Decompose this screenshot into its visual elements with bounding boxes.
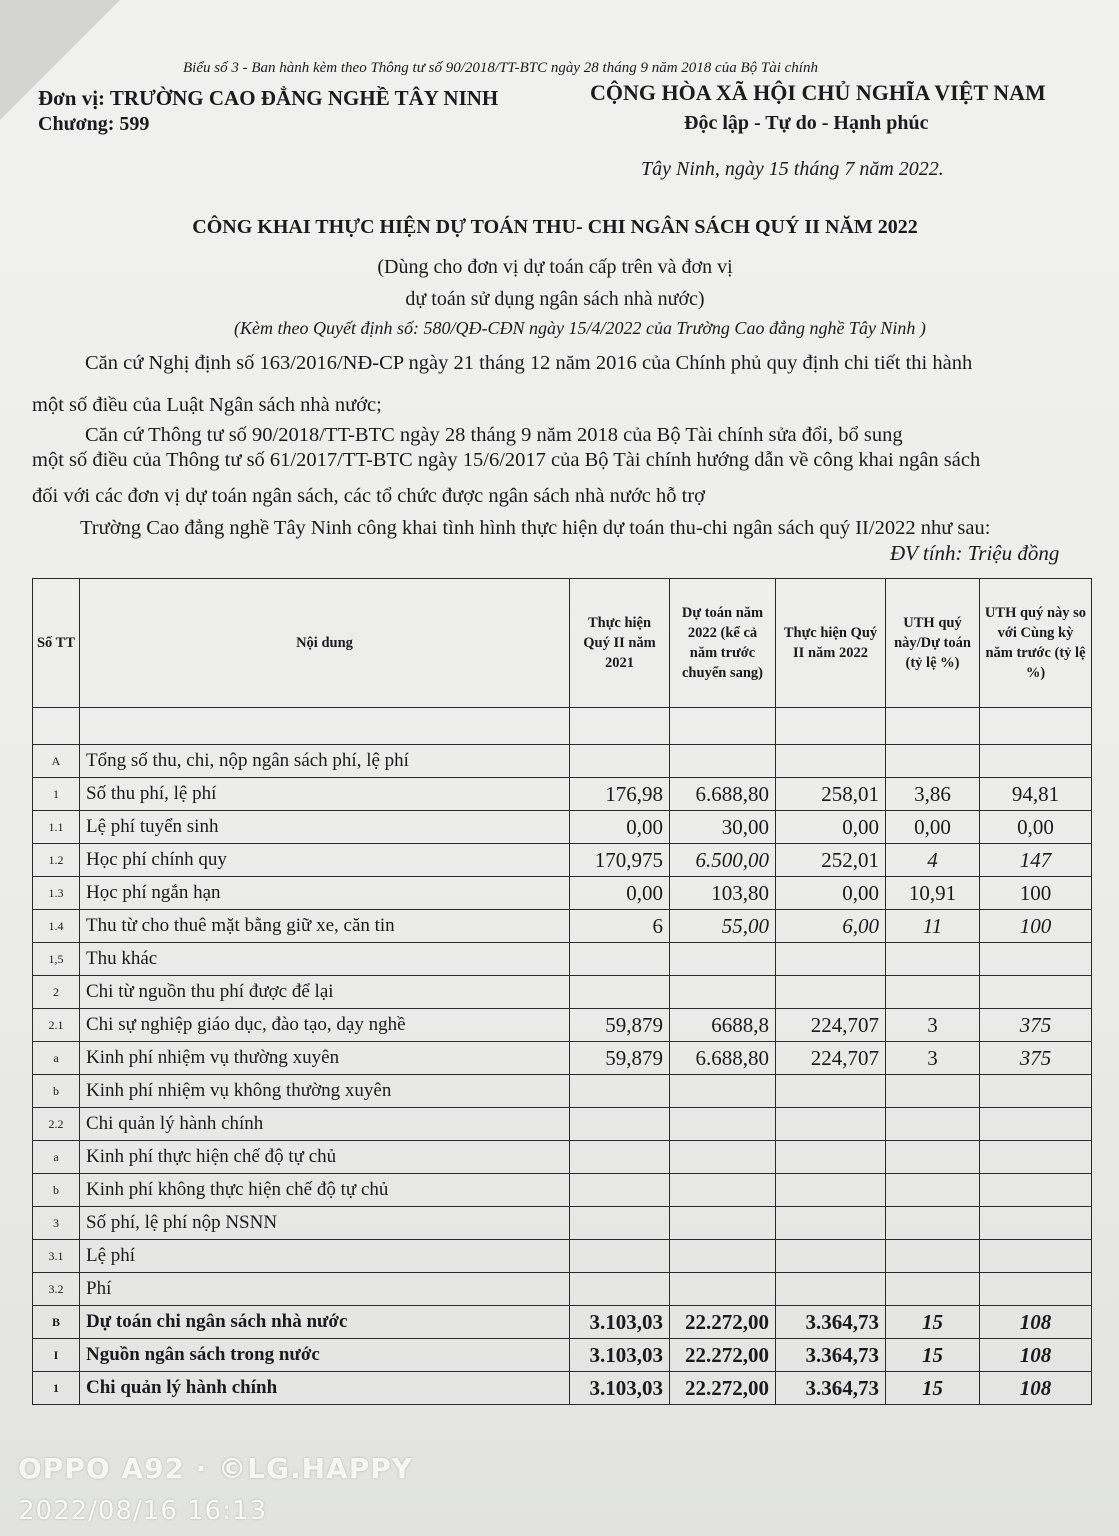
row-value-c4: 3 [886, 1009, 980, 1042]
photo-timestamp: 2022/08/16 16:13 [18, 1496, 268, 1526]
basis-paragraph-2-cont2: đối với các đơn vị dự toán ngân sách, các tổ chức được ngân sách nhà nước hỗ trợ [32, 485, 706, 507]
table-row [33, 1306, 1092, 1339]
row-value-c4: 10,91 [886, 877, 980, 910]
row-value-c3 [776, 976, 886, 1009]
row-value-c1: 3.103,03 [570, 1306, 670, 1339]
row-value-c4 [886, 1240, 980, 1273]
row-number: 1 [33, 778, 80, 811]
row-number: 2.2 [33, 1108, 80, 1141]
blank-cell [776, 708, 886, 745]
row-value-c5 [980, 943, 1092, 976]
row-value-c3 [776, 1174, 886, 1207]
row-value-c4: 3 [886, 1042, 980, 1075]
row-value-c1: 176,98 [570, 778, 670, 811]
row-value-c3: 3.364,73 [776, 1306, 886, 1339]
row-value-c3 [776, 745, 886, 778]
row-value-c3: 224,707 [776, 1009, 886, 1042]
row-value-c1 [570, 1141, 670, 1174]
row-content: Học phí ngắn hạn [80, 877, 570, 910]
table-row [33, 976, 1092, 1009]
row-value-c4: 15 [886, 1372, 980, 1405]
form-note: Biểu số 3 - Ban hành kèm theo Thông tư số 90/2018/TT-BTC ngày 28 tháng 9 năm 2018 của Bộ Tài chính [183, 60, 818, 76]
row-value-c5 [980, 1174, 1092, 1207]
row-content: Kinh phí không thực hiện chế độ tự chủ [80, 1174, 570, 1207]
row-value-c1: 59,879 [570, 1009, 670, 1042]
row-value-c2: 22.272,00 [670, 1306, 776, 1339]
row-value-c1 [570, 976, 670, 1009]
row-number: 1,5 [33, 943, 80, 976]
row-value-c5 [980, 1207, 1092, 1240]
row-value-c2: 6.500,00 [670, 844, 776, 877]
row-value-c1 [570, 1273, 670, 1306]
row-value-c4 [886, 1108, 980, 1141]
table-row [33, 811, 1092, 844]
row-content: Thu khác [80, 943, 570, 976]
document-date: Tây Ninh, ngày 15 tháng 7 năm 2022. [641, 158, 944, 180]
blank-row [33, 708, 1092, 745]
header-actual-q2-2021: Thực hiện Quý II năm 2021 [570, 579, 670, 708]
row-number: b [33, 1075, 80, 1108]
row-value-c4 [886, 1273, 980, 1306]
row-value-c2: 22.272,00 [670, 1372, 776, 1405]
row-number: 2 [33, 976, 80, 1009]
row-number: 2.1 [33, 1009, 80, 1042]
table-row [33, 1339, 1092, 1372]
row-value-c1: 170,975 [570, 844, 670, 877]
row-value-c3: 3.364,73 [776, 1339, 886, 1372]
subtitle-line-2: dự toán sử dụng ngân sách nhà nước) [405, 288, 705, 310]
row-value-c5 [980, 1075, 1092, 1108]
row-value-c3: 224,707 [776, 1042, 886, 1075]
table-header-row [33, 579, 1092, 708]
row-number: a [33, 1042, 80, 1075]
row-number: b [33, 1174, 80, 1207]
row-value-c5: 375 [980, 1042, 1092, 1075]
row-value-c5: 108 [980, 1339, 1092, 1372]
row-number: 1.4 [33, 910, 80, 943]
row-value-c3: 252,01 [776, 844, 886, 877]
row-value-c5: 100 [980, 910, 1092, 943]
row-value-c1 [570, 1108, 670, 1141]
row-content: Chi từ nguồn thu phí được để lại [80, 976, 570, 1009]
header-ratio-last-year: UTH quý này so với Cùng kỳ năm trước (tỷ lệ %) [980, 579, 1092, 708]
basis-paragraph-2: Căn cứ Thông tư số 90/2018/TT-BTC ngày 28 tháng 9 năm 2018 của Bộ Tài chính sửa đổi, bổ sung [85, 424, 903, 446]
subtitle-line-1: (Dùng cho đơn vị dự toán cấp trên và đơn vị [377, 256, 733, 278]
camera-watermark: OPPO A92 · ©LG.HAPPY [18, 1452, 414, 1485]
national-motto: Độc lập - Tự do - Hạnh phúc [684, 112, 929, 134]
row-content: Học phí chính quy [80, 844, 570, 877]
table-row [33, 1174, 1092, 1207]
row-value-c2 [670, 943, 776, 976]
table-row [33, 844, 1092, 877]
row-value-c5 [980, 1141, 1092, 1174]
row-number: B [33, 1306, 80, 1339]
row-value-c4: 15 [886, 1306, 980, 1339]
row-number: 1.3 [33, 877, 80, 910]
table-row [33, 1273, 1092, 1306]
row-value-c1: 3.103,03 [570, 1372, 670, 1405]
chapter-number: Chương: 599 [38, 113, 150, 135]
row-value-c5 [980, 1108, 1092, 1141]
row-content: Chi quản lý hành chính [80, 1372, 570, 1405]
row-value-c5 [980, 976, 1092, 1009]
unit-name: Đơn vị: TRƯỜNG CAO ĐẲNG NGHỀ TÂY NINH [38, 86, 499, 110]
row-value-c1 [570, 1174, 670, 1207]
row-number: 3.1 [33, 1240, 80, 1273]
row-content: Tổng số thu, chi, nộp ngân sách phí, lệ phí [80, 745, 570, 778]
row-number: 3.2 [33, 1273, 80, 1306]
row-value-c5: 108 [980, 1306, 1092, 1339]
header-stt: Số TT [33, 579, 80, 708]
row-value-c2 [670, 976, 776, 1009]
row-content: Dự toán chi ngân sách nhà nước [80, 1306, 570, 1339]
row-value-c4: 0,00 [886, 811, 980, 844]
row-value-c4 [886, 976, 980, 1009]
row-value-c5: 147 [980, 844, 1092, 877]
row-value-c1 [570, 1207, 670, 1240]
row-value-c2 [670, 1141, 776, 1174]
row-value-c3: 0,00 [776, 811, 886, 844]
header-estimate-2022: Dự toán năm 2022 (kể cả năm trước chuyển sang) [670, 579, 776, 708]
row-value-c2: 6.688,80 [670, 1042, 776, 1075]
table-row [33, 1108, 1092, 1141]
row-content: Lệ phí tuyển sinh [80, 811, 570, 844]
table-row [33, 910, 1092, 943]
row-content: Kinh phí thực hiện chế độ tự chủ [80, 1141, 570, 1174]
row-value-c2: 30,00 [670, 811, 776, 844]
row-value-c2: 55,00 [670, 910, 776, 943]
row-value-c2 [670, 1174, 776, 1207]
row-value-c5: 94,81 [980, 778, 1092, 811]
row-content: Nguồn ngân sách trong nước [80, 1339, 570, 1372]
unit-note: ĐV tính: Triệu đồng [890, 541, 1060, 565]
row-content: Số thu phí, lệ phí [80, 778, 570, 811]
header-actual-q2-2022: Thực hiện Quý II năm 2022 [776, 579, 886, 708]
table-row [33, 1009, 1092, 1042]
blank-cell [886, 708, 980, 745]
row-content: Thu từ cho thuê mặt bằng giữ xe, căn tin [80, 910, 570, 943]
row-value-c2: 103,80 [670, 877, 776, 910]
budget-table [32, 578, 1092, 1405]
row-value-c1 [570, 1075, 670, 1108]
row-value-c1: 3.103,03 [570, 1339, 670, 1372]
basis-paragraph-2-cont: một số điều của Thông tư số 61/2017/TT-BTC ngày 15/6/2017 của Bộ Tài chính hướng dẫn về công khai ngân sách [32, 449, 981, 471]
row-content: Kinh phí nhiệm vụ không thường xuyên [80, 1075, 570, 1108]
row-value-c4: 15 [886, 1339, 980, 1372]
row-value-c4 [886, 745, 980, 778]
row-number: A [33, 745, 80, 778]
header-ratio-estimate: UTH quý này/Dự toán (tỷ lệ %) [886, 579, 980, 708]
row-value-c1 [570, 943, 670, 976]
row-value-c2: 6.688,80 [670, 778, 776, 811]
row-value-c1 [570, 745, 670, 778]
row-number: 1 [33, 1372, 80, 1405]
row-value-c2 [670, 1207, 776, 1240]
row-value-c2 [670, 1075, 776, 1108]
row-value-c1: 59,879 [570, 1042, 670, 1075]
table-row [33, 1075, 1092, 1108]
row-number: I [33, 1339, 80, 1372]
table-row [33, 1240, 1092, 1273]
row-value-c3 [776, 1207, 886, 1240]
row-value-c2: 6688,8 [670, 1009, 776, 1042]
row-content: Chi sự nghiệp giáo dục, đào tạo, dạy nghề [80, 1009, 570, 1042]
row-value-c2 [670, 1108, 776, 1141]
row-value-c4 [886, 1174, 980, 1207]
table-row [33, 778, 1092, 811]
blank-cell [33, 708, 80, 745]
row-value-c4 [886, 1075, 980, 1108]
row-value-c2 [670, 745, 776, 778]
row-content: Kinh phí nhiệm vụ thường xuyên [80, 1042, 570, 1075]
row-value-c2 [670, 1240, 776, 1273]
row-value-c5 [980, 745, 1092, 778]
table-row [33, 877, 1092, 910]
row-value-c1 [570, 1240, 670, 1273]
row-number: a [33, 1141, 80, 1174]
row-value-c3 [776, 1273, 886, 1306]
blank-cell [80, 708, 570, 745]
row-value-c4: 3,86 [886, 778, 980, 811]
blank-cell [980, 708, 1092, 745]
row-value-c3: 258,01 [776, 778, 886, 811]
row-content: Số phí, lệ phí nộp NSNN [80, 1207, 570, 1240]
row-content: Phí [80, 1273, 570, 1306]
basis-paragraph-1: Căn cứ Nghị định số 163/2016/NĐ-CP ngày 21 tháng 12 năm 2016 của Chính phủ quy định chi tiết thi hành [85, 352, 973, 374]
row-value-c5: 108 [980, 1372, 1092, 1405]
row-value-c3 [776, 1075, 886, 1108]
row-value-c5: 375 [980, 1009, 1092, 1042]
row-value-c2: 22.272,00 [670, 1339, 776, 1372]
row-value-c1: 0,00 [570, 877, 670, 910]
row-value-c3: 6,00 [776, 910, 886, 943]
row-value-c4: 11 [886, 910, 980, 943]
decision-reference: (Kèm theo Quyết định số: 580/QĐ-CĐN ngày 15/4/2022 của Trường Cao đẳng nghề Tây Ninh ) [234, 318, 926, 338]
row-value-c4: 4 [886, 844, 980, 877]
row-value-c4 [886, 1207, 980, 1240]
row-value-c2 [670, 1273, 776, 1306]
row-value-c3: 0,00 [776, 877, 886, 910]
table-row [33, 1141, 1092, 1174]
row-value-c5: 0,00 [980, 811, 1092, 844]
row-value-c3 [776, 943, 886, 976]
basis-paragraph-1-cont: một số điều của Luật Ngân sách nhà nước; [32, 394, 382, 416]
row-content: Chi quản lý hành chính [80, 1108, 570, 1141]
row-value-c5: 100 [980, 877, 1092, 910]
row-number: 1.2 [33, 844, 80, 877]
row-value-c1: 6 [570, 910, 670, 943]
row-value-c3 [776, 1141, 886, 1174]
table-row [33, 1372, 1092, 1405]
table-row [33, 943, 1092, 976]
blank-cell [670, 708, 776, 745]
row-value-c4 [886, 1141, 980, 1174]
table-row [33, 1042, 1092, 1075]
row-content: Lệ phí [80, 1240, 570, 1273]
row-value-c3 [776, 1240, 886, 1273]
table-row [33, 1207, 1092, 1240]
document-title: CÔNG KHAI THỰC HIỆN DỰ TOÁN THU- CHI NGÂN SÁCH QUÝ II NĂM 2022 [192, 216, 918, 238]
row-value-c3 [776, 1108, 886, 1141]
row-number: 1.1 [33, 811, 80, 844]
row-value-c5 [980, 1273, 1092, 1306]
table-row [33, 745, 1092, 778]
row-value-c4 [886, 943, 980, 976]
row-value-c5 [980, 1240, 1092, 1273]
republic-heading: CỘNG HÒA XÃ HỘI CHỦ NGHĨA VIỆT NAM [590, 80, 1046, 105]
blank-cell [570, 708, 670, 745]
header-content: Nội dung [80, 579, 570, 708]
row-value-c3: 3.364,73 [776, 1372, 886, 1405]
intro-paragraph: Trường Cao đẳng nghề Tây Ninh công khai tình hình thực hiện dự toán thu-chi ngân sách quý II/2022 như sau: [80, 517, 991, 539]
row-value-c1: 0,00 [570, 811, 670, 844]
row-number: 3 [33, 1207, 80, 1240]
